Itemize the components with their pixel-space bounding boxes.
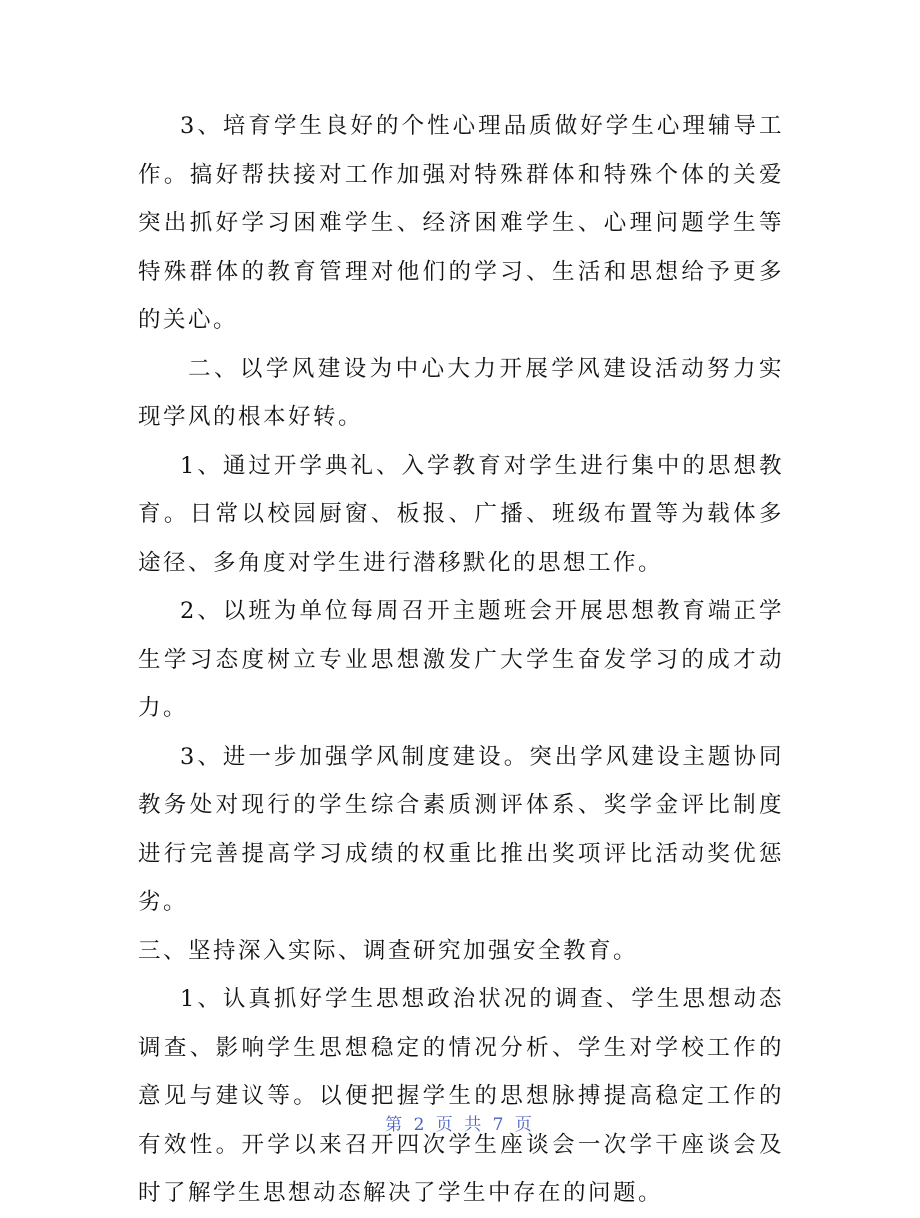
paragraph-1: 3、培育学生良好的个性心理品质做好学生心理辅导工作。搞好帮扶接对工作加强对特殊群体和特殊个体的关爱突出抓好学习困难学生、经济困难学生、心理问题学生等特殊群体的教育管理对他们的学习、生活和思想给予更多的关心。 bbox=[138, 113, 784, 333]
paragraph-2: 二、以学风建设为中心大力开展学风建设活动努力实现学风的根本好转。 bbox=[138, 355, 784, 430]
document-body bbox=[138, 102, 784, 1218]
paragraph-5: 3、进一步加强学风制度建设。突出学风建设主题协同教务处对现行的学生综合素质测评体系、奖学金评比制度进行完善提高学习成绩的权重比推出奖项评比活动奖优惩劣。 bbox=[138, 743, 784, 915]
page-number-footer: 第 2 页 共 7 页 bbox=[385, 1115, 535, 1135]
paragraph-3: 1、通过开学典礼、入学教育对学生进行集中的思想教育。日常以校园厨窗、板报、广播、班级布置等为载体多途径、多角度对学生进行潜移默化的思想工作。 bbox=[138, 452, 784, 576]
paragraph-7: 1、认真抓好学生思想政治状况的调查、学生思想动态调查、影响学生思想稳定的情况分析、学生对学校工作的意见与建议等。以便把握学生的思想脉搏提高稳定工作的有效性。开学以来召开四次学生座谈会一次学干座谈会及时了解学生思想动态解决了学生中存在的问题。 bbox=[138, 986, 784, 1206]
paragraph-4: 2、以班为单位每周召开主题班会开展思想教育端正学生学习态度树立专业思想激发广大学生奋发学习的成才动力。 bbox=[138, 598, 784, 721]
paragraph-6: 三、坚持深入实际、调查研究加强安全教育。 bbox=[138, 937, 639, 964]
